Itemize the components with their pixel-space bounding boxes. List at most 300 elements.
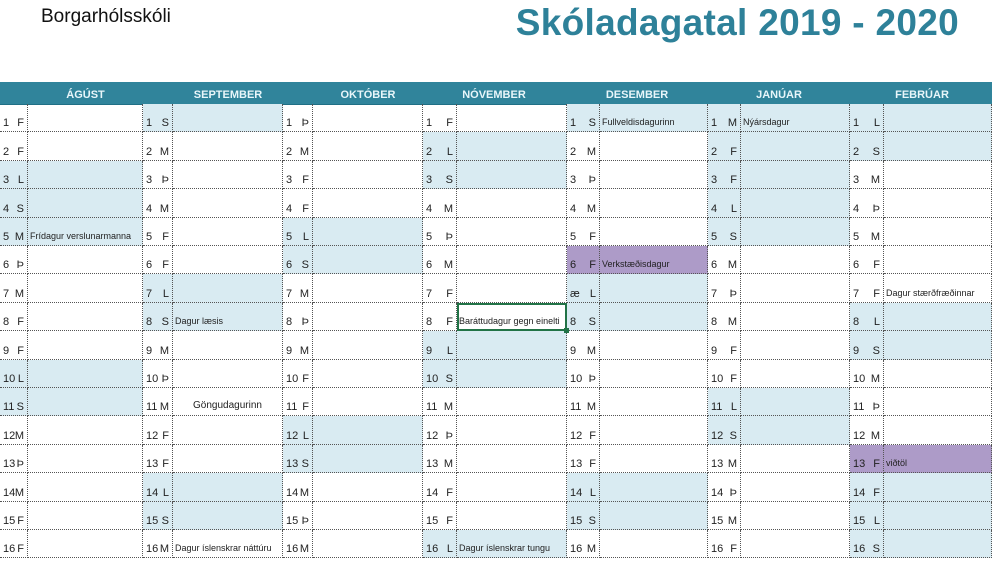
day-number: 2 [286,145,293,158]
note-cell[interactable] [313,218,423,246]
note-cell[interactable] [313,360,423,388]
day-number: 5 [570,230,577,243]
calendar-row [0,530,992,558]
weekday-letter: F [17,344,24,357]
note-cell[interactable] [313,473,423,501]
date-cell[interactable] [283,246,313,274]
note-cell[interactable] [600,360,708,388]
note-cell[interactable] [457,416,567,444]
note-cell[interactable] [28,161,143,189]
date-cell[interactable] [850,530,884,558]
date-cell[interactable] [850,303,884,331]
note-cell[interactable] [457,132,567,160]
note-cell[interactable] [313,388,423,416]
note-cell[interactable] [28,104,143,132]
note-cell[interactable] [313,274,423,302]
date-cell[interactable] [283,104,313,132]
note-cell[interactable] [741,360,850,388]
date-cell[interactable] [850,445,884,473]
note-cell[interactable] [600,530,708,558]
month-header-januar: JANÚAR [756,89,802,101]
weekday-letter: F [302,401,309,414]
weekday-letter: L [589,486,596,499]
note-cell[interactable] [741,246,850,274]
date-cell[interactable] [567,104,600,132]
date-cell[interactable] [0,388,28,416]
date-cell[interactable] [423,246,457,274]
event-note: Verkstæðisdagur [602,259,670,270]
note-cell[interactable] [28,303,143,331]
date-cell[interactable] [143,104,173,132]
date-cell[interactable] [0,473,28,501]
note-cell[interactable] [173,445,283,473]
note-cell[interactable] [884,445,992,473]
weekday-letter: L [589,287,596,300]
date-cell[interactable] [708,303,741,331]
date-cell[interactable] [283,189,313,217]
weekday-letter: S [445,372,453,385]
weekday-letter: L [730,202,737,215]
note-cell[interactable] [600,416,708,444]
date-cell[interactable] [567,303,600,331]
day-number: 9 [426,344,433,357]
date-cell[interactable] [567,246,600,274]
date-cell[interactable] [567,445,600,473]
note-cell[interactable] [600,246,708,274]
day-number: 8 [426,316,433,329]
date-cell[interactable] [0,132,28,160]
weekday-letter: M [159,344,169,357]
date-cell[interactable] [143,189,173,217]
weekday-letter: M [870,230,880,243]
date-cell[interactable] [708,218,741,246]
date-cell[interactable] [0,360,28,388]
note-cell[interactable] [457,502,567,530]
note-cell[interactable] [457,445,567,473]
date-cell[interactable] [850,189,884,217]
date-cell[interactable] [423,416,457,444]
date-cell[interactable] [850,246,884,274]
date-cell[interactable] [708,161,741,189]
date-cell[interactable] [283,360,313,388]
date-cell[interactable] [283,416,313,444]
date-cell[interactable] [283,530,313,558]
date-cell[interactable] [0,189,28,217]
note-cell[interactable] [457,189,567,217]
date-cell[interactable] [423,303,457,331]
weekday-letter: M [14,486,24,499]
day-number: 15 [286,514,299,527]
day-number: 7 [426,287,433,300]
note-cell[interactable] [173,331,283,359]
date-cell[interactable] [143,416,173,444]
day-number: 16 [570,543,583,556]
note-cell[interactable] [741,161,850,189]
date-cell[interactable] [283,502,313,530]
note-cell[interactable] [884,331,992,359]
date-cell[interactable] [143,331,173,359]
date-cell[interactable] [0,274,28,302]
note-cell[interactable] [173,104,283,132]
event-note: Dagur stærðfræðinnar [886,287,975,298]
date-cell[interactable] [143,360,173,388]
date-cell[interactable] [143,445,173,473]
date-cell[interactable] [283,473,313,501]
calendar-row [0,445,992,473]
note-cell[interactable] [884,189,992,217]
note-cell[interactable] [173,303,283,331]
date-cell[interactable] [708,530,741,558]
note-cell[interactable] [457,360,567,388]
weekday-letter: S [16,202,24,215]
note-cell[interactable] [28,360,143,388]
date-cell[interactable] [708,473,741,501]
weekday-letter: M [299,543,309,556]
note-cell[interactable] [741,189,850,217]
date-cell[interactable] [708,388,741,416]
date-cell[interactable] [283,303,313,331]
note-cell[interactable] [884,416,992,444]
day-number: 4 [711,202,718,215]
weekday-letter: M [586,202,596,215]
note-cell[interactable] [313,445,423,473]
date-cell[interactable] [0,502,28,530]
weekday-letter: Þ [161,372,169,385]
weekday-letter: L [17,174,24,187]
weekday-letter: F [17,145,24,158]
date-cell[interactable] [423,132,457,160]
note-cell[interactable] [741,416,850,444]
date-cell[interactable] [143,502,173,530]
date-cell[interactable] [567,473,600,501]
day-number: 9 [146,344,153,357]
weekday-letter: F [446,316,453,329]
date-cell[interactable] [0,246,28,274]
note-cell[interactable] [884,388,992,416]
date-cell[interactable] [143,530,173,558]
note-cell[interactable] [884,246,992,274]
event-note: Dagur íslenskrar tungu [459,543,551,554]
date-cell[interactable] [708,104,741,132]
note-cell[interactable] [173,388,283,416]
note-cell[interactable] [884,473,992,501]
note-cell[interactable] [741,445,850,473]
note-cell[interactable] [600,331,708,359]
note-cell[interactable] [741,530,850,558]
weekday-letter: F [730,543,737,556]
date-cell[interactable] [708,502,741,530]
date-cell[interactable] [143,274,173,302]
day-number: 13 [426,458,439,471]
calendar-row [0,502,992,530]
day-number: 10 [286,372,299,385]
note-cell[interactable] [173,218,283,246]
date-cell[interactable] [567,530,600,558]
note-cell[interactable] [457,161,567,189]
day-number: 16 [286,543,299,556]
note-cell[interactable] [28,218,143,246]
note-cell[interactable] [313,104,423,132]
date-cell[interactable] [143,303,173,331]
note-cell[interactable] [741,132,850,160]
note-cell[interactable] [741,218,850,246]
note-cell[interactable] [741,104,850,132]
note-cell[interactable] [884,303,992,331]
date-cell[interactable] [567,218,600,246]
date-cell[interactable] [850,218,884,246]
date-cell[interactable] [143,218,173,246]
date-cell[interactable] [708,360,741,388]
day-number: 16 [711,543,724,556]
date-cell[interactable] [708,331,741,359]
note-cell[interactable] [741,388,850,416]
weekday-letter: L [17,372,24,385]
weekday-letter: L [446,145,453,158]
note-cell[interactable] [600,473,708,501]
note-cell[interactable] [28,189,143,217]
note-cell[interactable] [600,104,708,132]
day-number: 14 [286,486,299,499]
date-cell[interactable] [850,473,884,501]
note-cell[interactable] [457,388,567,416]
date-cell[interactable] [708,445,741,473]
date-cell[interactable] [567,161,600,189]
date-cell[interactable] [423,218,457,246]
weekday-letter: M [443,401,453,414]
month-header-oktober: OKTÓBER [340,89,396,101]
weekday-letter: Þ [445,429,453,442]
note-cell[interactable] [600,274,708,302]
note-cell[interactable] [741,502,850,530]
note-cell[interactable] [173,473,283,501]
note-cell[interactable] [600,161,708,189]
note-cell[interactable] [173,132,283,160]
note-cell[interactable] [884,104,992,132]
note-cell[interactable] [28,388,143,416]
date-cell[interactable] [0,416,28,444]
note-cell[interactable] [884,530,992,558]
date-cell[interactable] [850,104,884,132]
calendar-row [0,303,992,331]
note-cell[interactable] [600,218,708,246]
note-cell[interactable] [28,502,143,530]
date-cell[interactable] [850,274,884,302]
note-cell[interactable] [600,502,708,530]
calendar-row [0,189,992,217]
note-cell[interactable] [457,473,567,501]
note-cell[interactable] [28,132,143,160]
note-cell[interactable] [600,303,708,331]
date-cell[interactable] [423,331,457,359]
date-cell[interactable] [283,161,313,189]
weekday-letter: M [870,174,880,187]
event-note: Göngudagurinn [193,400,262,412]
weekday-letter: M [159,543,169,556]
note-cell[interactable] [884,161,992,189]
note-cell[interactable] [173,246,283,274]
date-cell[interactable] [423,502,457,530]
note-cell[interactable] [313,189,423,217]
date-cell[interactable] [567,502,600,530]
note-cell[interactable] [28,331,143,359]
date-cell[interactable] [708,132,741,160]
date-cell[interactable] [850,132,884,160]
date-cell[interactable] [283,218,313,246]
weekday-letter: F [873,287,880,300]
day-number: 4 [3,202,10,215]
date-cell[interactable] [423,360,457,388]
weekday-letter: S [161,514,169,527]
date-cell[interactable] [0,218,28,246]
note-cell[interactable] [313,161,423,189]
date-cell[interactable] [423,189,457,217]
date-cell[interactable] [283,331,313,359]
date-cell[interactable] [0,303,28,331]
note-cell[interactable] [173,161,283,189]
note-cell[interactable] [313,132,423,160]
day-number: 3 [570,174,577,187]
note-cell[interactable] [313,331,423,359]
date-cell[interactable] [283,274,313,302]
day-number: 4 [853,202,860,215]
date-cell[interactable] [567,274,600,302]
note-cell[interactable] [28,416,143,444]
date-cell[interactable] [423,104,457,132]
note-cell[interactable] [457,246,567,274]
date-cell[interactable] [143,473,173,501]
weekday-letter: F [162,259,169,272]
date-cell[interactable] [423,530,457,558]
note-cell[interactable] [741,331,850,359]
note-cell[interactable] [600,445,708,473]
school-name: Borgarhólsskóli [41,6,171,27]
note-cell[interactable] [600,132,708,160]
date-cell[interactable] [0,161,28,189]
note-cell[interactable] [741,473,850,501]
date-cell[interactable] [143,246,173,274]
date-cell[interactable] [850,161,884,189]
date-cell[interactable] [423,445,457,473]
note-cell[interactable] [173,360,283,388]
day-number: 11 [146,401,158,414]
date-cell[interactable] [708,416,741,444]
date-cell[interactable] [423,274,457,302]
date-cell[interactable] [0,331,28,359]
note-cell[interactable] [173,530,283,558]
day-number: 2 [853,145,860,158]
note-cell[interactable] [28,445,143,473]
note-cell[interactable] [457,274,567,302]
date-cell[interactable] [567,331,600,359]
note-cell[interactable] [884,502,992,530]
note-cell[interactable] [457,218,567,246]
day-number: 13 [853,458,866,471]
note-cell[interactable] [884,360,992,388]
note-cell[interactable] [884,132,992,160]
weekday-letter: L [730,401,737,414]
weekday-letter: M [299,287,309,300]
date-cell[interactable] [0,104,28,132]
date-cell[interactable] [143,132,173,160]
note-cell[interactable] [457,104,567,132]
note-cell[interactable] [884,274,992,302]
note-cell[interactable] [28,530,143,558]
date-cell[interactable] [423,388,457,416]
note-cell[interactable] [313,530,423,558]
month-header-februar: FEBRÚAR [895,89,949,101]
note-cell[interactable] [313,416,423,444]
note-cell[interactable] [28,246,143,274]
note-cell[interactable] [884,218,992,246]
day-number: 1 [146,117,153,130]
date-cell[interactable] [567,388,600,416]
weekday-letter: L [873,316,880,329]
day-number: 1 [3,117,10,130]
day-number: 12 [3,429,16,442]
note-cell-selected[interactable] [457,303,567,331]
date-cell[interactable] [567,132,600,160]
note-cell[interactable] [741,274,850,302]
date-cell[interactable] [0,530,28,558]
date-cell[interactable] [423,473,457,501]
date-cell[interactable] [567,416,600,444]
date-cell[interactable] [850,502,884,530]
date-cell[interactable] [708,274,741,302]
date-cell[interactable] [567,189,600,217]
note-cell[interactable] [173,502,283,530]
note-cell[interactable] [28,473,143,501]
weekday-letter: F [17,316,24,329]
note-cell[interactable] [313,246,423,274]
note-cell[interactable] [741,303,850,331]
note-cell[interactable] [457,331,567,359]
month-header-september: SEPTEMBER [193,89,263,101]
date-cell[interactable] [423,161,457,189]
note-cell[interactable] [28,274,143,302]
day-number: 9 [286,344,293,357]
date-cell[interactable] [143,388,173,416]
note-cell[interactable] [457,530,567,558]
date-cell[interactable] [850,360,884,388]
weekday-letter: Þ [161,174,169,187]
date-cell[interactable] [283,388,313,416]
note-cell[interactable] [173,189,283,217]
weekday-letter: Þ [16,458,24,471]
date-cell[interactable] [0,445,28,473]
note-cell[interactable] [313,303,423,331]
note-cell[interactable] [313,502,423,530]
date-cell[interactable] [283,445,313,473]
note-cell[interactable] [600,388,708,416]
day-number: 9 [570,344,577,357]
note-cell[interactable] [600,189,708,217]
date-cell[interactable] [708,189,741,217]
month-header-november: NÓVEMBER [462,89,526,101]
day-number: 6 [286,259,293,272]
page-title: Skóladagatal 2019 - 2020 [515,2,959,43]
month-header-agust: ÁGÚST [66,89,105,101]
note-cell[interactable] [173,274,283,302]
date-cell[interactable] [708,246,741,274]
date-cell[interactable] [850,331,884,359]
date-cell[interactable] [283,132,313,160]
date-cell[interactable] [850,416,884,444]
date-cell[interactable] [143,161,173,189]
calendar-row [0,473,992,501]
date-cell[interactable] [850,388,884,416]
note-cell[interactable] [173,416,283,444]
date-cell[interactable] [567,360,600,388]
